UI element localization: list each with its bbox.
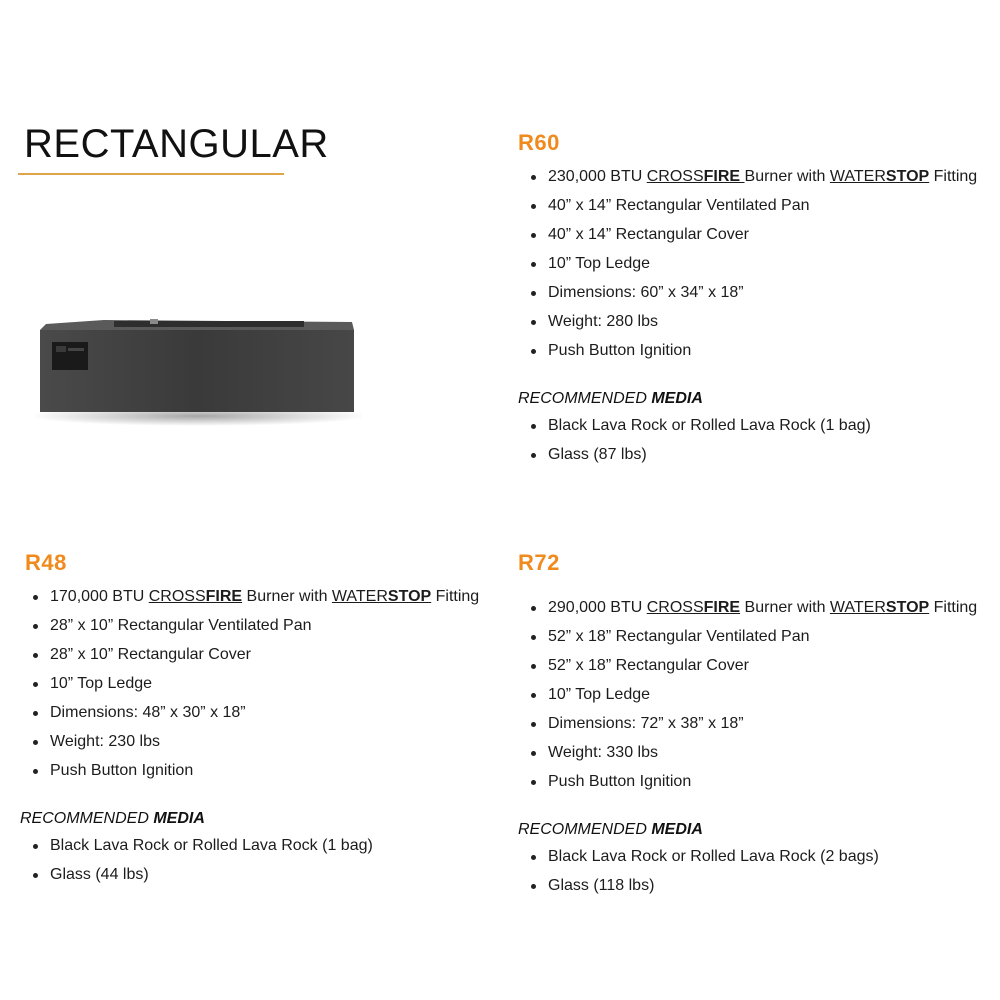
spec-item: Push Button Ignition	[20, 756, 479, 785]
media-heading-r48	[20, 810, 479, 828]
spec-list-r48	[20, 582, 479, 785]
spec-list-r72	[518, 593, 977, 796]
media-list-r60	[518, 411, 977, 469]
burner-end: Fitting	[929, 599, 978, 616]
media-list-r48	[20, 831, 479, 889]
crossfire-brand	[647, 599, 740, 616]
model-block-r72	[518, 550, 977, 900]
burner-btu: 170,000 BTU	[50, 588, 149, 605]
brand-part-stop: STOP	[885, 168, 930, 185]
spec-item: Dimensions: 48” x 30” x 18”	[20, 698, 479, 727]
product-image-rectangular-fire-table	[34, 316, 362, 426]
brand-part-cross: CROSS	[646, 168, 704, 185]
media-item: Black Lava Rock or Rolled Lava Rock (1 bag)	[20, 831, 479, 860]
spec-item: Dimensions: 72” x 38” x 18”	[518, 709, 977, 738]
media-heading-part: RECOMMENDED	[20, 810, 154, 827]
spec-item: 52” x 18” Rectangular Cover	[518, 651, 977, 680]
waterstop-brand	[332, 588, 431, 605]
page-title: RECTANGULAR	[24, 122, 329, 166]
spec-item: Weight: 280 lbs	[518, 307, 977, 336]
media-heading-r72	[518, 821, 977, 839]
spec-list-r60	[518, 162, 977, 365]
model-title-r60: R60	[518, 130, 560, 155]
burner-btu: 290,000 BTU	[548, 599, 647, 616]
brand-part-fire: FIRE	[205, 588, 243, 605]
spec-item: 28” x 10” Rectangular Ventilated Pan	[20, 611, 479, 640]
brand-part-water: WATER	[829, 599, 886, 616]
spec-item: 10” Top Ledge	[518, 249, 977, 278]
spec-item-burner	[20, 582, 479, 611]
media-heading-bold: MEDIA	[651, 390, 703, 407]
spec-item-burner	[518, 162, 977, 191]
spec-item: Dimensions: 60” x 34” x 18”	[518, 278, 977, 307]
brand-part-stop: STOP	[885, 599, 930, 616]
waterstop-brand	[830, 168, 929, 185]
media-heading-part: RECOMMENDED	[518, 821, 652, 838]
media-item: Glass (87 lbs)	[518, 440, 977, 469]
media-heading-part: RECOMMENDED	[518, 390, 652, 407]
burner-btu: 230,000 BTU	[548, 168, 647, 185]
burner-end: Fitting	[929, 168, 978, 185]
burner-mid: Burner with	[744, 168, 830, 185]
media-heading-bold: MEDIA	[651, 821, 703, 838]
media-item: Black Lava Rock or Rolled Lava Rock (1 bag)	[518, 411, 977, 440]
crossfire-brand	[647, 168, 745, 185]
model-block-r48	[20, 550, 479, 889]
title-divider	[18, 173, 284, 175]
spec-item-burner	[518, 593, 977, 622]
spec-item: 52” x 18” Rectangular Ventilated Pan	[518, 622, 977, 651]
burner-mid: Burner with	[242, 588, 332, 605]
media-heading-bold: MEDIA	[153, 810, 205, 827]
spec-item: 10” Top Ledge	[518, 680, 977, 709]
spec-item: 40” x 14” Rectangular Cover	[518, 220, 977, 249]
brand-part-cross: CROSS	[148, 588, 206, 605]
brand-part-stop: STOP	[387, 588, 432, 605]
spec-item: Weight: 230 lbs	[20, 727, 479, 756]
crossfire-brand	[149, 588, 242, 605]
model-title-r48: R48	[25, 550, 67, 575]
media-item: Black Lava Rock or Rolled Lava Rock (2 bags)	[518, 842, 977, 871]
brand-part-water: WATER	[829, 168, 886, 185]
media-item: Glass (118 lbs)	[518, 871, 977, 900]
burner-mid: Burner with	[740, 599, 830, 616]
spec-item: Weight: 330 lbs	[518, 738, 977, 767]
model-title-r72: R72	[518, 550, 560, 575]
media-heading-r60	[518, 390, 977, 408]
spec-item: Push Button Ignition	[518, 767, 977, 796]
model-block-r60	[518, 130, 977, 469]
brand-part-fire: FIRE	[703, 168, 745, 185]
spec-item: 10” Top Ledge	[20, 669, 479, 698]
media-item: Glass (44 lbs)	[20, 860, 479, 889]
waterstop-brand	[830, 599, 929, 616]
burner-end: Fitting	[431, 588, 480, 605]
spec-item: 40” x 14” Rectangular Ventilated Pan	[518, 191, 977, 220]
spec-item: 28” x 10” Rectangular Cover	[20, 640, 479, 669]
media-list-r72	[518, 842, 977, 900]
brand-part-water: WATER	[331, 588, 388, 605]
brand-part-cross: CROSS	[646, 599, 704, 616]
spec-item: Push Button Ignition	[518, 336, 977, 365]
brand-part-fire: FIRE	[703, 599, 741, 616]
